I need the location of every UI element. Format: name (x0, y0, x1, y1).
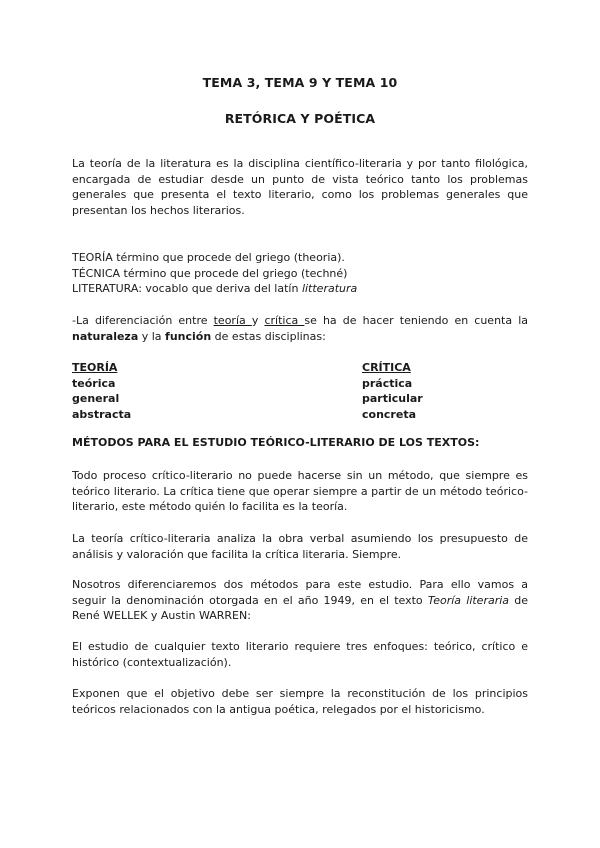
methods-paragraph-5: Exponen que el objetivo debe ser siempre la reconstitución de los principios teóricos relacionados con la antigua poética, relegados por el historicismo. (72, 687, 528, 716)
term-literatura (72, 281, 528, 297)
teoria-item: general (72, 392, 120, 406)
difference-naturaleza: naturaleza (72, 329, 139, 343)
terms-block (72, 250, 528, 297)
methods-paragraph-4: El estudio de cualquier texto literario requiere tres enfoques: teórico, crítico e histórico (contextualización). (72, 640, 528, 669)
methods-paragraph-1: Todo proceso crítico-literario no puede hacerse sin un método, que siempre es teórico literario. La crítica tiene que operar siempre a partir de un método teórico-literario, este método quién lo facilita es la teoría. (72, 469, 528, 514)
methods-heading: MÉTODOS PARA EL ESTUDIO TEÓRICO-LITERARIO DE LOS TEXTOS: (72, 436, 480, 449)
paragraph-text: de René WELLEK y Austin WARREN: (72, 593, 529, 623)
difference-funcion: función (165, 329, 212, 343)
difference-text: se ha de hacer teniendo en cuenta la (304, 314, 528, 327)
teoria-header: TEORÍA (72, 361, 118, 374)
teoria-column (72, 360, 131, 422)
book-title: Teoría literaria (427, 593, 510, 607)
document-title: TEMA 3, TEMA 9 Y TEMA 10 (202, 75, 398, 90)
methods-paragraph-2: La teoría crítico-literaria analiza la obra verbal asumiendo los presupuesto de análisis y valoración que facilita la crítica literaria. Siempre. (72, 532, 528, 561)
term-literatura-word: litteratura (301, 282, 358, 296)
paragraph-text: Nosotros diferenciaremos dos métodos para este estudio. Para ello vamos a seguir la denominación otorgada en el año 1949, en el texto (72, 578, 528, 607)
term-teoria: TEORÍA término que procede del griego (theoria). (72, 251, 345, 264)
difference-critica: crítica (264, 314, 305, 327)
teoria-item: abstracta (72, 407, 132, 421)
critica-item: particular (362, 392, 423, 406)
critica-column (362, 360, 423, 422)
teoria-item: teórica (72, 376, 116, 390)
critica-header: CRÍTICA (362, 361, 411, 374)
intro-paragraph: La teoría de la literatura es la disciplina científico-literaria y por tanto filológica, encargada de estudiar desde un punto de vista teórico tanto los problemas generales que presenta el texto literario, como los problemas generales que presentan los hechos literarios. (72, 157, 528, 217)
document-subtitle: RETÓRICA Y POÉTICA (224, 111, 376, 126)
difference-text: -La diferenciación entre (72, 314, 214, 327)
difference-text: y (251, 314, 265, 327)
term-literatura-text: LITERATURA: vocablo que deriva del latín (72, 282, 302, 296)
critica-item: concreta (362, 407, 416, 421)
critica-item: práctica (362, 376, 413, 390)
difference-text: y la (138, 329, 166, 343)
difference-paragraph (72, 313, 528, 344)
difference-text: de estas disciplinas: (211, 329, 326, 343)
term-tecnica: TÉCNICA término que procede del griego (techné) (72, 266, 348, 280)
difference-teoria: teoría (213, 314, 252, 327)
methods-paragraph-3 (72, 577, 528, 624)
